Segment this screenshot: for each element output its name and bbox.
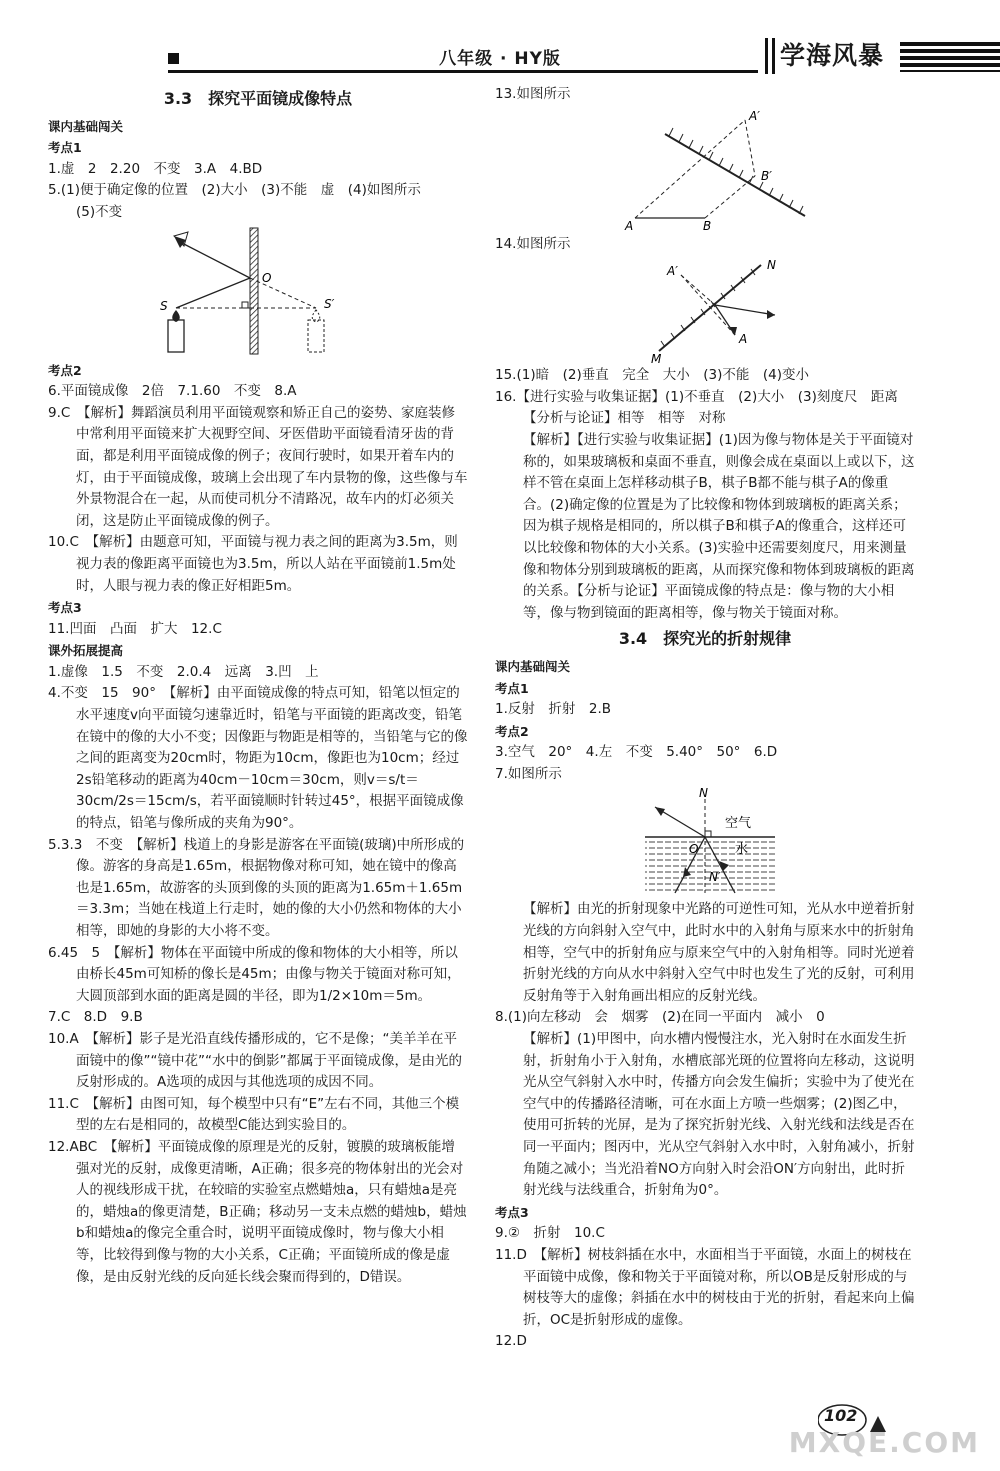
answer-line: 11.C 【解析】由图可知，每个模型中只有“E”左右不同，其他三个模型的左右是相同的，故模型C能达到实验目的。: [48, 1095, 460, 1134]
kaodian-label: 考点2: [48, 362, 82, 378]
answer-line: 16.【进行实验与收集证据】(1)不垂直 (2)大小 (3)刻度尺 距离 【分析与论证】相等 相等 对称: [495, 388, 912, 427]
point-label: N′: [709, 870, 721, 885]
answer-line: 6.45 5 【解析】物体在平面镜中所成的像和物体的大小相等，所以由桥长45m可知桥的像长是45m；由像与物关于镜面对称可知，大圆顶部到水面的距离是圆的半径，即为1/2×10m＝5m。: [48, 944, 461, 1004]
answer-line: 7.C 8.D 9.B: [48, 1009, 143, 1026]
header-bars-icon: [765, 38, 775, 74]
mirror-mn-diagram: [585, 255, 825, 365]
answer-line: 12.D: [495, 1333, 527, 1350]
answer-line: 12.ABC 【解析】平面镜成像的原理是光的反射，镀膜的玻璃板能增强对光的反射，成像更清晰，A正确；很多亮的物体射出的光会对人的视线形成干扰，在较暗的实验室点燃蜡烛a，只有蜡烛a是亮的，蜡烛a的像更清楚，B正确；移动另一支未点燃的蜡烛b，蜡烛b和蜡烛a的像完全重合时，说明平面镜成像时，物与像大小相等，比较得到像与物的大小关系，C正确；平面镜所成的像是虚像，是由反射光线的反向延长线会聚而得到的，D错误。: [48, 1138, 467, 1285]
medium-label: 水: [735, 842, 749, 858]
section-title: 3.3 探究平面镜成像特点: [163, 89, 353, 108]
kaodian-label: 考点1: [48, 140, 82, 156]
page-header: [0, 0, 1000, 82]
figure-14: [495, 255, 915, 365]
answer-line: 11.凹面 凸面 扩大 12.C: [48, 620, 222, 637]
mirror-diagram: [138, 224, 378, 360]
answer-line: 1.虚 2 2.20 不变 3.A 4.BD: [48, 160, 263, 177]
sub-heading: 课内基础闯关: [495, 658, 571, 674]
point-label: O: [262, 270, 272, 285]
point-label: B′: [761, 168, 772, 183]
brand-logo: 学海风暴: [780, 41, 885, 70]
point-label: N: [699, 786, 708, 801]
point-label: S: [160, 298, 168, 313]
answer-line: (5)不变: [76, 203, 123, 220]
answer-line: 7.如图所示: [495, 765, 562, 782]
answer-line: 10.A 【解析】影子是光沿直线传播形成的，它不是像；“美羊羊在平面镜中的像”“镜中花”“水中的倒影”都属于平面镜成像，是由光的反射形成的。A选项的成因与其他选项的成因不同。: [48, 1030, 462, 1091]
answer-line: 15.(1)暗 (2)垂直 完全 大小 (3)不能 (4)变小: [495, 367, 809, 384]
answer-line: 11.D 【解析】树枝斜插在水中，水面相当于平面镜，水面上的树枝在平面镜中成像，像和物关于平面镜对称，所以OB是反射形成的与树枝等大的虚像；斜插在水中的树枝由于光的折射，看起来向上偏折，OC是折射形成的虚像。: [495, 1246, 915, 1328]
point-label: N: [767, 258, 776, 273]
point-label: A: [739, 332, 748, 347]
answer-line: 9.C 【解析】舞蹈演员利用平面镜观察和矫正自己的姿势、家庭装修中常利用平面镜来扩大视野空间、牙医借助平面镜看清牙齿的背面，都是利用平面镜成像的例子；夜间行驶时，如果开着车内的灯，由于平面镜成像，玻璃上会出现了车内景物的像，这些像与车外景物混合在一起，从而使司机分不清路况，故车内的灯必须关闭，这是防止平面镜成像的例子。: [48, 404, 468, 529]
watermark: MXQE.COM: [788, 1426, 980, 1459]
left-column: [48, 84, 468, 1288]
answer-line: 3.空气 20° 4.左 不变 5.40° 50° 6.D: [495, 744, 778, 761]
point-label: A′: [749, 108, 760, 123]
page-number: 102: [824, 1406, 858, 1425]
point-label: A′: [667, 264, 678, 279]
point-label: M: [651, 352, 662, 366]
mirror-ab-diagram: [585, 106, 825, 234]
figure-7: [495, 785, 915, 899]
header-stripes-icon: [900, 42, 1000, 72]
analysis-text: 【解析】由光的折射现象中光路的可逆性可知，光从水中逆着折射光线的方向斜射入空气中，此时水中的入射角与原来水中的折射角相等，空气中的折射角应与原来空气中的入射角相等。同时光逆着折射光线的方向从水中斜射入空气中时也发生了光的反射，可利用反射角等于入射角画出相应的反射光线。: [523, 901, 915, 1004]
sub-heading: 课外拓展提高: [48, 643, 124, 659]
answer-line: 6.平面镜成像 2倍 7.1.60 不变 8.A: [48, 383, 297, 400]
kaodian-label: 考点3: [495, 1204, 529, 1220]
section-title: 3.4 探究光的折射规律: [618, 629, 792, 649]
answer-line: 1.反射 折射 2.B: [495, 701, 612, 718]
answer-line: 14.如图所示: [495, 235, 571, 252]
answer-line: 4.不变 15 90° 【解析】由平面镜成像的特点可知，铅笔以恒定的水平速度v向平面镜匀速靠近时，铅笔与平面镜的距离改变，铅笔在镜中的像的大小不变；因像距与物距是相等的，当铅笔与它的像之间的距离变为20cm时，物距为10cm，像距也为10cm；经过2s铅笔移动的距离为40cm－10cm＝30cm，则v＝s/t＝30cm/2s＝15cm/s，若平面镜顺时针转过45°，根据平面镜成像的特点，铅笔与像所成的夹角为90°。: [48, 685, 468, 832]
point-label: S′: [324, 296, 335, 311]
point-label: O: [689, 842, 699, 857]
answer-line: 8.(1)向左移动 会 烟雾 (2)在同一平面内 减小 0: [495, 1009, 825, 1026]
mirror-figure: [48, 224, 468, 360]
sub-heading: 课内基础闯关: [48, 118, 124, 134]
kaodian-label: 考点3: [48, 600, 82, 616]
answer-line: 10.C 【解析】由题意可知，平面镜与视力表之间的距离为3.5m，则视力表的像距离平面镜也为3.5m，所以人站在平面镜前1.5m处时，人眼与视力表的像正好相距5m。: [48, 534, 458, 594]
right-column: [495, 84, 915, 1353]
answer-line: 1.虚像 1.5 不变 2.0.4 远离 3.凹 上: [48, 663, 319, 680]
figure-13: [495, 106, 915, 234]
kaodian-label: 考点2: [495, 723, 529, 739]
medium-label: 空气: [725, 816, 752, 832]
kaodian-label: 考点1: [495, 680, 529, 696]
answer-line: 5.(1)便于确定像的位置 (2)大小 (3)不能 虚 (4)如图所示: [48, 182, 421, 199]
analysis-text: 【解析】(1)甲图中，向水槽内慢慢注水，光入射时在水面发生折射，折射角小于入射角，水槽底部光斑的位置将向左移动，这说明光从空气斜射入水中时，传播方向会发生偏折；实验中为了使光在空气中的传播路径清晰，可在水面上方喷一些烟雾；(2)图乙中，使用可折转的光屏，是为了探究折射光线、入射光线和法线是否在同一平面内；图丙中，光从空气斜射入水中时，入射角减小，折射角随之减小；当光沿着NO方向射入时会沿ON′方向射出，此时折射光线与法线重合，折射角为0°。: [523, 1031, 915, 1199]
answer-line: 13.如图所示: [495, 86, 571, 102]
header-title: 八年级 · HY版: [439, 49, 561, 69]
header-rule: [168, 70, 758, 73]
refraction-diagram: [585, 785, 825, 899]
analysis-text: 【解析】【进行实验与收集证据】(1)因为像与物体是关于平面镜对称的，如果玻璃板和桌面不垂直，则像会成在桌面以上或以下，这样不管在桌面上怎样移动棋子B，棋子B都不能与棋子A的像重合。(2)确定像的位置是为了比较像和物体到玻璃板的距离关系；因为棋子规格是相同的，所以棋子B和棋子A的像重合，这样还可以比较像和物体的大小关系。(3)实验中还需要刻度尺，用来测量像和物体分别到玻璃板的距离，从而探究像和物体到玻璃板的距离的关系。【分析与论证】平面镜成像的特点是：像与物的大小相等，像与物到镜面的距离相等，像与物关于镜面对称。: [523, 431, 915, 621]
point-label: A: [625, 218, 634, 233]
answer-line: 5.3.3 不变 【解析】栈道上的身影是游客在平面镜(玻璃)中所形成的像。游客的身高是1.65m，根据物像对称可知，她在镜中的像高也是1.65m，故游客的头顶到像的头顶的距离为1.65m＋1.65m＝3.3m；当她在栈道上行走时，她的像的大小仍然和物体的大小相等，即她的身影的大小将不变。: [48, 836, 465, 939]
point-label: B: [703, 218, 712, 233]
answer-line: 9.② 折射 10.C: [495, 1225, 605, 1242]
